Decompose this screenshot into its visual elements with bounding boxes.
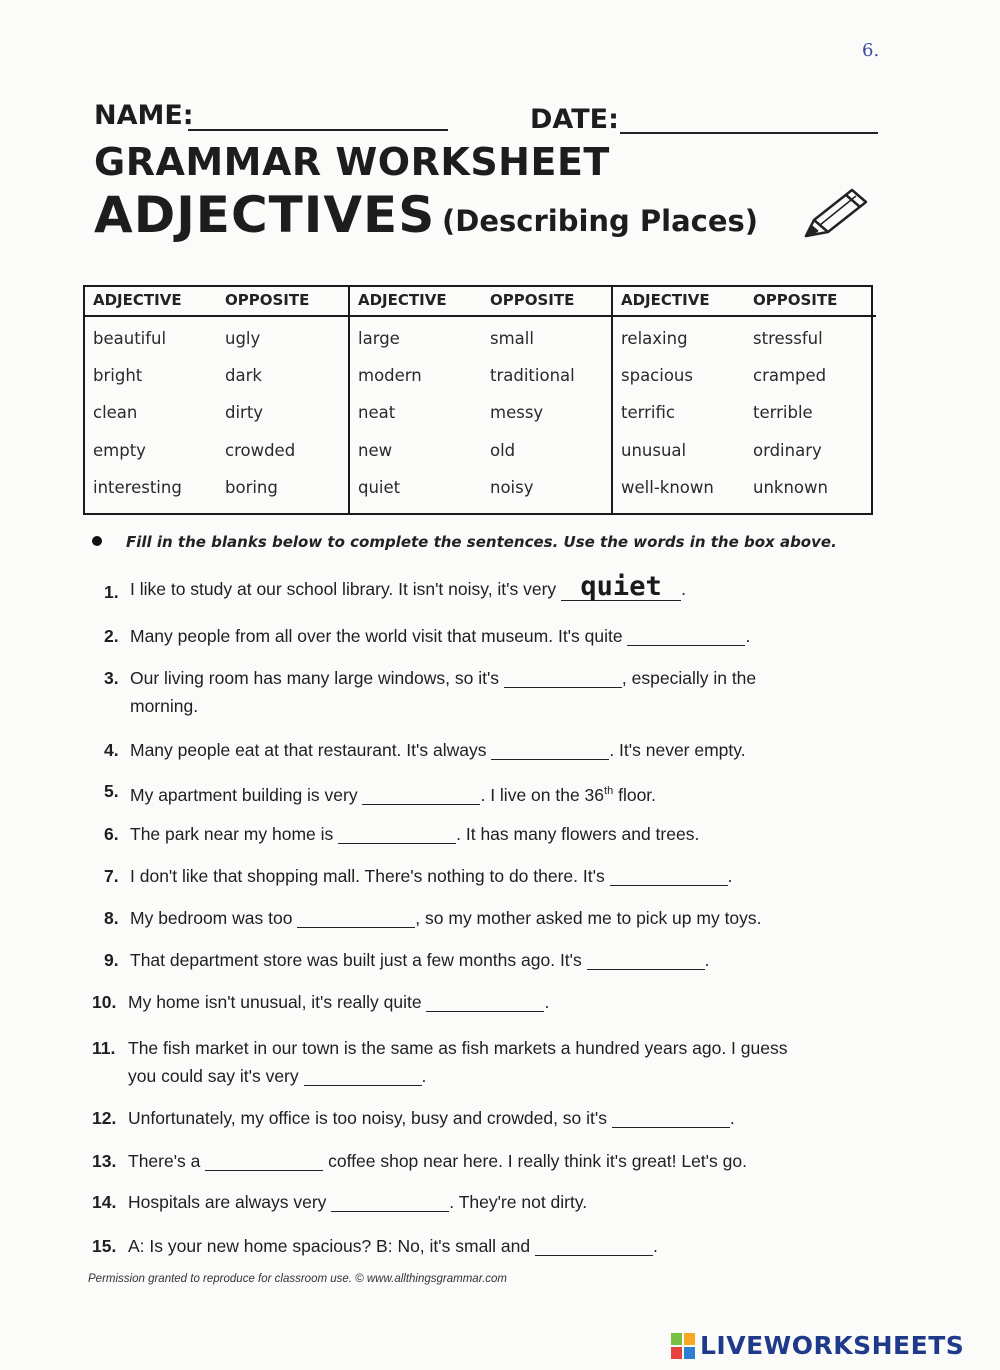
adjective-word: beautiful bbox=[93, 329, 167, 348]
question-text bbox=[128, 1034, 787, 1090]
superscript: th bbox=[604, 785, 614, 797]
opposite-word: traditional bbox=[490, 366, 575, 385]
adjective-word: new bbox=[358, 441, 393, 460]
answer-blank[interactable] bbox=[491, 741, 609, 760]
column-header-adjective: ADJECTIVE bbox=[93, 291, 182, 309]
question-text-part: A: Is your new home spacious? B: No, it's small and bbox=[128, 1236, 535, 1256]
question-number: 1. bbox=[104, 582, 119, 602]
opposite-word: dark bbox=[225, 366, 262, 385]
vocab-row bbox=[350, 325, 613, 362]
question-text-part: . It has many flowers and trees. bbox=[456, 824, 700, 844]
question-text-part: I like to study at our school library. It isn't noisy, it's very bbox=[130, 579, 562, 599]
column-header-adjective: ADJECTIVE bbox=[621, 291, 710, 309]
question-number: 6. bbox=[104, 824, 119, 844]
column-header-opposite: OPPOSITE bbox=[753, 291, 838, 309]
answer-blank[interactable] bbox=[627, 627, 745, 646]
permission-note: Permission granted to reproduce for classroom use. © www.allthingsgrammar.com bbox=[88, 1273, 508, 1285]
opposite-word: noisy bbox=[490, 478, 534, 497]
question-number: 12. bbox=[92, 1108, 117, 1128]
worksheet-subject: ADJECTIVES bbox=[94, 186, 436, 244]
question-number: 15. bbox=[92, 1236, 117, 1256]
question-text-part: coffee shop near here. I really think it's great! Let's go. bbox=[323, 1151, 747, 1171]
question-text-part: . bbox=[544, 992, 550, 1012]
date-field[interactable] bbox=[620, 132, 878, 134]
question-text-part: . It's never empty. bbox=[609, 740, 746, 760]
answer-blank[interactable] bbox=[338, 825, 456, 844]
liveworksheets-brand: LIVEWORKSHEETS bbox=[700, 1331, 965, 1360]
question-text-part: floor. bbox=[613, 784, 657, 805]
adjective-word: relaxing bbox=[621, 329, 688, 348]
adjective-word: spacious bbox=[621, 366, 693, 385]
answer-blank[interactable] bbox=[610, 867, 728, 886]
question-text-part: Many people eat at that restaurant. It's always bbox=[130, 740, 492, 760]
question-number: 10. bbox=[92, 992, 117, 1012]
answer-blank[interactable] bbox=[504, 669, 622, 688]
answer-blank[interactable] bbox=[612, 1109, 730, 1128]
vocab-row bbox=[85, 437, 348, 474]
question-text-part: . bbox=[653, 1236, 658, 1256]
vocab-row bbox=[85, 474, 348, 511]
name-label: NAME: bbox=[94, 100, 194, 131]
opposite-word: old bbox=[490, 441, 516, 460]
question-text-part: . bbox=[745, 626, 751, 646]
vocab-group-1 bbox=[85, 287, 348, 513]
question-text-part: . bbox=[729, 1108, 735, 1128]
question-text-part: That department store was built just a few months ago. It's bbox=[130, 950, 587, 970]
question-text bbox=[128, 1104, 735, 1132]
opposite-word: dirty bbox=[225, 403, 264, 422]
opposite-word: cramped bbox=[753, 366, 827, 385]
vocab-header-row bbox=[350, 287, 613, 317]
question-text-part: , especially in the bbox=[621, 668, 757, 688]
question-text bbox=[130, 622, 750, 650]
question-number: 5. bbox=[104, 781, 119, 801]
question-number: 14. bbox=[92, 1192, 117, 1212]
question-number: 11. bbox=[92, 1038, 116, 1058]
vocab-row bbox=[613, 362, 876, 399]
opposite-word: ugly bbox=[225, 329, 261, 348]
worksheet-subtitle: (Describing Places) bbox=[442, 204, 759, 238]
question-text bbox=[130, 664, 756, 720]
worksheet-title: GRAMMAR WORKSHEET bbox=[94, 140, 610, 184]
question-text bbox=[130, 946, 710, 974]
question-text-part: I don't like that shopping mall. There's nothing to do there. It's bbox=[130, 866, 610, 886]
opposite-word: small bbox=[490, 329, 534, 348]
question-text-part: . bbox=[421, 1066, 427, 1086]
opposite-word: unknown bbox=[753, 478, 828, 497]
vocab-header-row bbox=[613, 287, 876, 317]
column-header-adjective: ADJECTIVE bbox=[358, 291, 447, 309]
question-text-part: . bbox=[681, 579, 686, 599]
question-text bbox=[128, 988, 549, 1016]
vocab-row bbox=[85, 362, 348, 399]
question-text bbox=[128, 1188, 587, 1216]
opposite-word: ordinary bbox=[753, 441, 822, 460]
question-text-part: . I live on the 36 bbox=[480, 784, 605, 805]
question-text-part: you could say it's very bbox=[128, 1066, 304, 1086]
question-text-part: Hospitals are always very bbox=[128, 1192, 332, 1212]
vocab-row bbox=[350, 399, 613, 436]
vocab-row bbox=[85, 325, 348, 362]
column-header-opposite: OPPOSITE bbox=[490, 291, 575, 309]
question-number: 3. bbox=[104, 668, 119, 688]
adjective-word: quiet bbox=[358, 478, 401, 497]
question-text bbox=[128, 1147, 747, 1175]
adjective-word: unusual bbox=[621, 441, 687, 460]
adjective-word: empty bbox=[93, 441, 146, 460]
vocab-header-row bbox=[85, 287, 348, 317]
question-number: 2. bbox=[104, 626, 119, 646]
opposite-word: messy bbox=[490, 403, 544, 422]
adjective-word: neat bbox=[358, 403, 396, 422]
question-text bbox=[130, 820, 699, 848]
question-text bbox=[130, 777, 656, 809]
answer-blank[interactable] bbox=[587, 951, 705, 970]
answer-blank[interactable] bbox=[535, 1237, 653, 1256]
opposite-word: terrible bbox=[753, 403, 813, 422]
vocab-row bbox=[613, 437, 876, 474]
adjective-word: clean bbox=[93, 403, 138, 422]
vocab-row bbox=[613, 474, 876, 511]
opposite-word: stressful bbox=[753, 329, 823, 348]
answer-blank[interactable] bbox=[304, 1067, 422, 1086]
adjective-word: large bbox=[358, 329, 400, 348]
vocab-row bbox=[613, 325, 876, 362]
adjective-word: interesting bbox=[93, 478, 182, 497]
question-text bbox=[130, 862, 732, 890]
vocab-row bbox=[85, 399, 348, 436]
opposite-word: crowded bbox=[225, 441, 296, 460]
opposite-word: boring bbox=[225, 478, 278, 497]
question-text bbox=[130, 904, 762, 932]
handwritten-mark: 6. bbox=[862, 40, 880, 61]
question-text bbox=[130, 736, 746, 764]
question-text-part: . They're not dirty. bbox=[449, 1192, 588, 1212]
question-text-part: Our living room has many large windows, so it's bbox=[130, 668, 504, 688]
column-header-opposite: OPPOSITE bbox=[225, 291, 310, 309]
question-text-part: My home isn't unusual, it's really quite bbox=[128, 992, 427, 1012]
question-text-part: There's a bbox=[128, 1151, 206, 1171]
question-text-part: The park near my home is bbox=[130, 824, 339, 844]
liveworksheets-logo-icon bbox=[671, 1333, 695, 1359]
adjective-word: modern bbox=[358, 366, 422, 385]
question-number: 9. bbox=[104, 950, 119, 970]
vocab-row bbox=[350, 362, 613, 399]
question-text-part: , so my mother asked me to pick up my toys. bbox=[415, 908, 762, 928]
question-number: 13. bbox=[92, 1151, 117, 1171]
question-text-part: morning. bbox=[130, 696, 199, 716]
question-number: 7. bbox=[104, 866, 119, 886]
vocab-row bbox=[350, 437, 613, 474]
instructions-text: Fill in the blanks below to complete the sentences. Use the words in the box above. bbox=[126, 533, 837, 551]
question-number: 8. bbox=[104, 908, 119, 928]
vocab-row bbox=[350, 474, 613, 511]
question-text-part: My apartment building is very bbox=[130, 784, 363, 805]
instructions bbox=[92, 533, 837, 551]
answer-field[interactable]: quiet bbox=[561, 574, 681, 601]
vocab-group-2 bbox=[348, 287, 613, 513]
answer-blank[interactable] bbox=[426, 993, 544, 1012]
adjective-word: terrific bbox=[621, 403, 675, 422]
question-text-part: . bbox=[727, 866, 733, 886]
question-text-part: . bbox=[704, 950, 710, 970]
question-text bbox=[130, 571, 686, 603]
question-text bbox=[128, 1232, 658, 1260]
answer-blank[interactable] bbox=[362, 786, 480, 805]
name-field[interactable] bbox=[188, 129, 448, 131]
question-text-part: My bedroom was too bbox=[130, 908, 298, 928]
vocab-group-3 bbox=[611, 287, 876, 513]
date-label: DATE: bbox=[530, 104, 619, 135]
answer-blank[interactable] bbox=[331, 1193, 449, 1212]
question-text-part: The fish market in our town is the same as fish markets a hundred years ago. I guess bbox=[128, 1038, 788, 1058]
vocab-row bbox=[613, 399, 876, 436]
bullet-icon bbox=[92, 536, 102, 546]
answer-blank[interactable] bbox=[205, 1152, 323, 1171]
adjective-word: well-known bbox=[621, 478, 714, 497]
pencil-icon bbox=[800, 184, 872, 244]
question-number: 4. bbox=[104, 740, 119, 760]
question-text-part: Unfortunately, my office is too noisy, busy and crowded, so it's bbox=[128, 1108, 612, 1128]
vocabulary-table bbox=[83, 285, 873, 515]
answer-blank[interactable] bbox=[297, 909, 415, 928]
question-text-part: Many people from all over the world visit that museum. It's quite bbox=[130, 626, 628, 646]
adjective-word: bright bbox=[93, 366, 143, 385]
